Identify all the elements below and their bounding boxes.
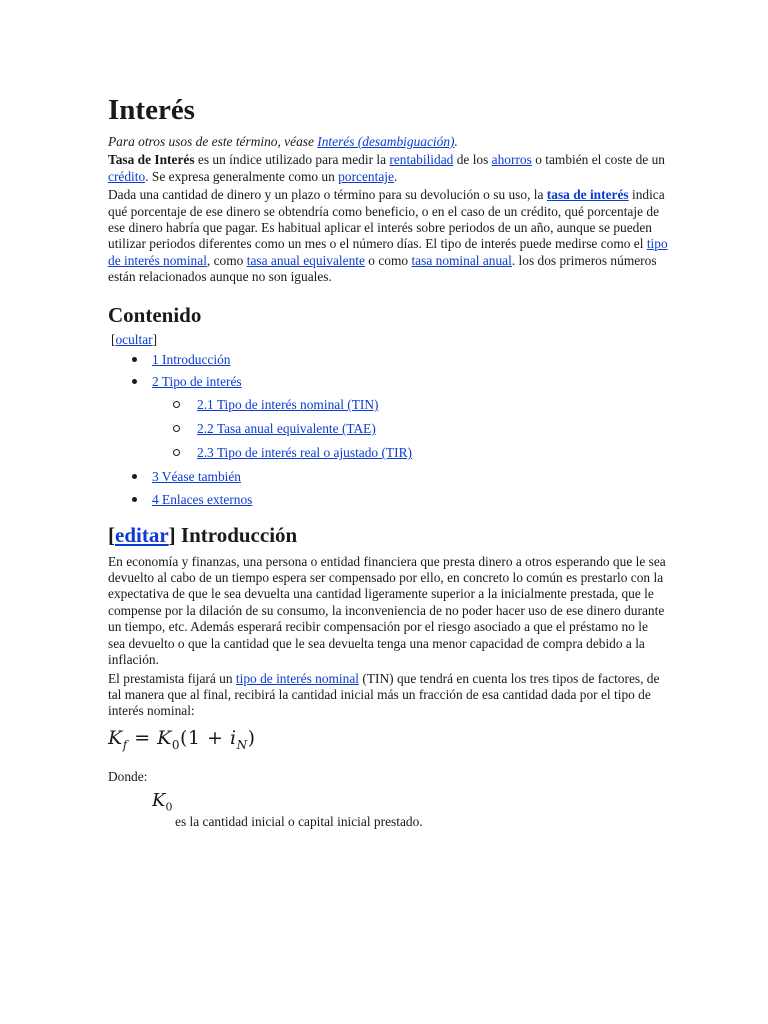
- toc-title: Contenido: [108, 302, 202, 327]
- formula-symbol: K: [157, 726, 172, 749]
- tasa-nominal-anual-link[interactable]: tasa nominal anual: [411, 252, 512, 268]
- formula-operator: =: [127, 726, 158, 749]
- toc-list: [108, 352, 668, 508]
- donde-label: Donde:: [108, 768, 148, 784]
- intro-bold-term: Tasa de Interés: [108, 152, 195, 168]
- tipo-interes-nominal-link[interactable]: tipo de interés nominal: [108, 236, 668, 268]
- section-title: Introducción: [180, 522, 298, 547]
- toc-subitem: [152, 421, 668, 437]
- tin-link[interactable]: tipo de interés nominal: [235, 670, 360, 686]
- intro1-text: es un índice utilizado para medir la: [194, 152, 390, 168]
- formula-symbol: i: [230, 726, 237, 749]
- intro2-text: Dada una cantidad de dinero y un plazo o término para su devolución o su uso, la: [108, 187, 547, 203]
- table-of-contents: [108, 302, 668, 508]
- section-p2-text: (TIN) que tendrá en cuenta los tres tipos de factores, de tal manera que al final, recibirá la cantidad inicial más un fracción de esa cantidad dada por el tipo de interés nominal:: [108, 670, 660, 719]
- formula-symbol: K: [108, 726, 123, 749]
- toc-link-tin[interactable]: 2.1 Tipo de interés nominal (TIN): [197, 397, 379, 413]
- hatnote-prefix: Para otros usos de este término, véase: [108, 134, 318, 149]
- tasa-anual-equivalente-link[interactable]: tasa anual equivalente: [246, 252, 365, 268]
- formula-subscript: N: [236, 737, 248, 752]
- formula-operator: (1 +: [180, 726, 230, 749]
- toc-hide-link[interactable]: ocultar: [115, 331, 153, 347]
- rentabilidad-link[interactable]: rentabilidad: [389, 152, 454, 168]
- disambiguation-link[interactable]: Interés (desambiguación): [317, 134, 455, 149]
- edit-bracket: ]: [168, 522, 181, 547]
- tasa-de-interes-link[interactable]: tasa de interés: [546, 187, 629, 203]
- section-paragraph-2: [108, 671, 668, 720]
- intro1-text: de los: [453, 152, 492, 168]
- intro1-text: o también el coste de un: [531, 152, 665, 168]
- definition-text: es la cantidad inicial o capital inicial prestado.: [175, 813, 423, 829]
- toc-subitem: [152, 397, 668, 413]
- credito-link[interactable]: crédito: [108, 168, 146, 184]
- intro2-text: . los dos primeros números están relacionados aunque no son iguales.: [108, 252, 657, 285]
- intro2-text: o como: [364, 252, 412, 268]
- intro2-text: indica qué porcentaje de ese dinero se obtendría como beneficio, o en el caso de un crédito, qué porcentaje de ese dinero habría que pagar. Es habitual aplicar el interés sobre periodos de un año, aunque se pueden utilizar periodos diferentes como un mes o el número días. El tipo de interés puede medirse como el: [108, 187, 665, 252]
- toc-link-introduccion[interactable]: 1 Introducción: [152, 351, 231, 367]
- page-title: Interés: [108, 94, 195, 126]
- section-p2-text: El prestamista fijará un: [108, 670, 236, 686]
- toc-item: [108, 352, 668, 368]
- formula-operator: ): [247, 726, 256, 749]
- toc-item: [108, 469, 668, 485]
- interest-formula: [108, 726, 668, 757]
- edit-section-link[interactable]: editar: [115, 522, 169, 547]
- formula-subscript: 0: [171, 737, 180, 752]
- porcentaje-link[interactable]: porcentaje: [338, 168, 394, 184]
- toc-link-tipo-de-interes[interactable]: 2 Tipo de interés: [152, 374, 242, 390]
- toc-item: [108, 374, 668, 461]
- formula-symbol: K: [152, 789, 166, 811]
- toc-toggle-bracket: ]: [152, 331, 158, 347]
- hatnote-suffix: .: [454, 134, 458, 149]
- toc-link-enlaces-externos[interactable]: 4 Enlaces externos: [152, 491, 253, 507]
- section-heading-introduccion: [108, 522, 668, 548]
- edit-bracket: [: [108, 522, 115, 547]
- formula-subscript: 0: [165, 800, 173, 814]
- toc-toggle: [111, 332, 668, 348]
- toc-toggle-bracket: [: [111, 331, 116, 347]
- intro1-text: .: [393, 168, 398, 184]
- toc-link-vease-tambien[interactable]: 3 Véase también: [152, 469, 241, 485]
- toc-item: [108, 492, 668, 508]
- intro-paragraph-2: [108, 187, 668, 285]
- hatnote: [108, 134, 668, 150]
- intro1-text: . Se expresa generalmente como un: [145, 168, 339, 184]
- article: [108, 92, 668, 830]
- toc-subitem: [152, 445, 668, 461]
- section-paragraph-1: En economía y finanzas, una persona o entidad financiera que presta dinero a otros esperando que le sea devuelto al cabo de un tiempo espera ser compensado por ello, en concreto lo común es prestarlo con la expectativa de que le sea devuelta una cantidad ligeramente superior a la inicialmente prestada, que le compense por la dilación de su consumo, la inconveniencia de no poder hacer uso de ese dinero durante un tiempo, etc. Además esperará recibir compensación por el riesgo asociado a que el préstamo no le sea devuelto o que la cantidad que le sea devuelta tenga una menor capacidad de compra debido a la inflación.: [108, 553, 666, 668]
- toc-link-tir[interactable]: 2.3 Tipo de interés real o ajustado (TIR): [197, 445, 412, 461]
- formula-subscript: f: [122, 737, 128, 752]
- toc-sublist: [152, 397, 668, 461]
- toc-link-tae[interactable]: 2.2 Tasa anual equivalente (TAE): [197, 421, 376, 437]
- ahorros-link[interactable]: ahorros: [491, 152, 532, 168]
- intro2-text: , como: [206, 252, 247, 268]
- intro-paragraph-1: [108, 152, 668, 185]
